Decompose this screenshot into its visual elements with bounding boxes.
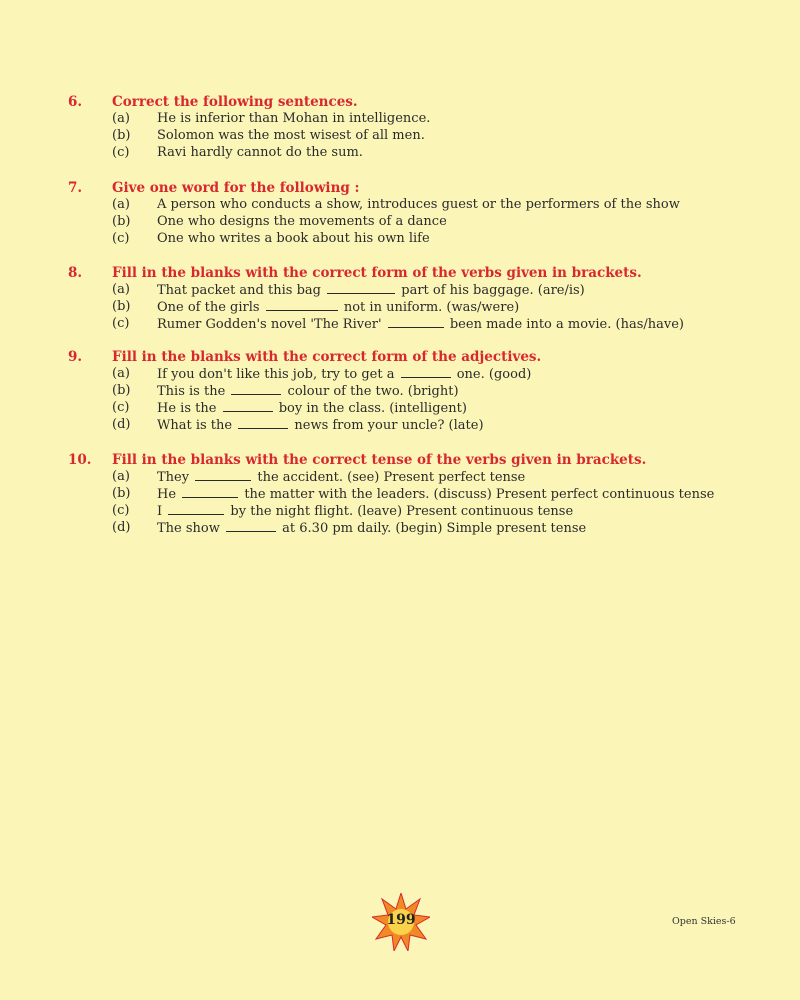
item-text: What is the news from your uncle? (late) [157, 418, 484, 433]
item-text: If you don't like this job, try to get a one. (good) [157, 367, 532, 382]
list-item [0, 111, 800, 128]
item-label: (c) [112, 145, 130, 160]
question-number: 7. [68, 180, 83, 196]
question-number: 9. [68, 349, 83, 365]
item-text: He is the boy in the class. (intelligent) [157, 401, 467, 416]
answer-blank [195, 469, 251, 481]
question-title: Give one word for the following : [112, 180, 360, 196]
list-item [0, 520, 800, 537]
answer-blank [238, 417, 288, 429]
list-item [0, 214, 800, 231]
item-label: (d) [112, 417, 131, 432]
list-item [0, 145, 800, 162]
book-title: Open Skies-6 [672, 916, 736, 927]
list-item [0, 128, 800, 145]
item-label: (c) [112, 503, 130, 518]
item-text: Rumer Godden's novel 'The River' been made into a movie. (has/have) [157, 317, 684, 332]
list-item [0, 383, 800, 400]
question-9 [0, 349, 800, 434]
item-label: (c) [112, 316, 130, 331]
item-text: He is inferior than Mohan in intelligence. [157, 111, 431, 126]
answer-blank [266, 299, 338, 311]
list-item [0, 503, 800, 520]
item-text: One who designs the movements of a dance [157, 214, 447, 229]
question-number: 8. [68, 265, 83, 281]
item-text: One of the girls not in uniform. (was/were) [157, 300, 520, 315]
question-number: 10. [68, 452, 92, 468]
item-text: The show at 6.30 pm daily. (begin) Simple present tense [157, 521, 587, 536]
item-label: (a) [112, 366, 130, 381]
question-title: Fill in the blanks with the correct tense of the verbs given in brackets. [112, 452, 647, 468]
question-10 [0, 452, 800, 537]
answer-blank [223, 400, 273, 412]
page-number: 199 [386, 912, 416, 928]
question-title: Fill in the blanks with the correct form of the adjectives. [112, 349, 542, 365]
question-7 [0, 180, 800, 248]
list-item [0, 400, 800, 417]
item-text: They the accident. (see) Present perfect tense [157, 470, 526, 485]
item-text: He the matter with the leaders. (discuss) Present perfect continuous tense [157, 487, 715, 502]
list-item [0, 316, 800, 333]
answer-blank [168, 503, 224, 515]
question-title: Fill in the blanks with the correct form of the verbs given in brackets. [112, 265, 642, 281]
question-6 [0, 94, 800, 162]
item-label: (c) [112, 400, 130, 415]
item-label: (a) [112, 197, 130, 212]
answer-blank [401, 366, 451, 378]
item-label: (a) [112, 469, 130, 484]
list-item [0, 366, 800, 383]
item-text: Solomon was the most wisest of all men. [157, 128, 425, 143]
item-text: Ravi hardly cannot do the sum. [157, 145, 363, 160]
item-label: (b) [112, 299, 131, 314]
list-item [0, 469, 800, 486]
item-label: (b) [112, 214, 131, 229]
answer-blank [388, 316, 444, 328]
item-text: This is the colour of the two. (bright) [157, 384, 459, 399]
item-text: I by the night flight. (leave) Present continuous tense [157, 504, 574, 519]
answer-blank [182, 486, 238, 498]
list-item [0, 231, 800, 248]
list-item [0, 282, 800, 299]
list-item [0, 486, 800, 503]
item-label: (d) [112, 520, 131, 535]
item-label: (c) [112, 231, 130, 246]
item-label: (a) [112, 282, 130, 297]
item-label: (a) [112, 111, 130, 126]
question-title: Correct the following sentences. [112, 94, 358, 110]
list-item [0, 197, 800, 214]
list-item [0, 417, 800, 434]
answer-blank [327, 282, 395, 294]
item-label: (b) [112, 128, 131, 143]
item-text: That packet and this bag part of his baggage. (are/is) [157, 283, 585, 298]
item-label: (b) [112, 486, 131, 501]
list-item [0, 299, 800, 316]
item-text: One who writes a book about his own life [157, 231, 430, 246]
answer-blank [231, 383, 281, 395]
item-label: (b) [112, 383, 131, 398]
question-8 [0, 265, 800, 333]
question-number: 6. [68, 94, 83, 110]
answer-blank [226, 520, 276, 532]
item-text: A person who conducts a show, introduces guest or the performers of the show [157, 197, 680, 212]
